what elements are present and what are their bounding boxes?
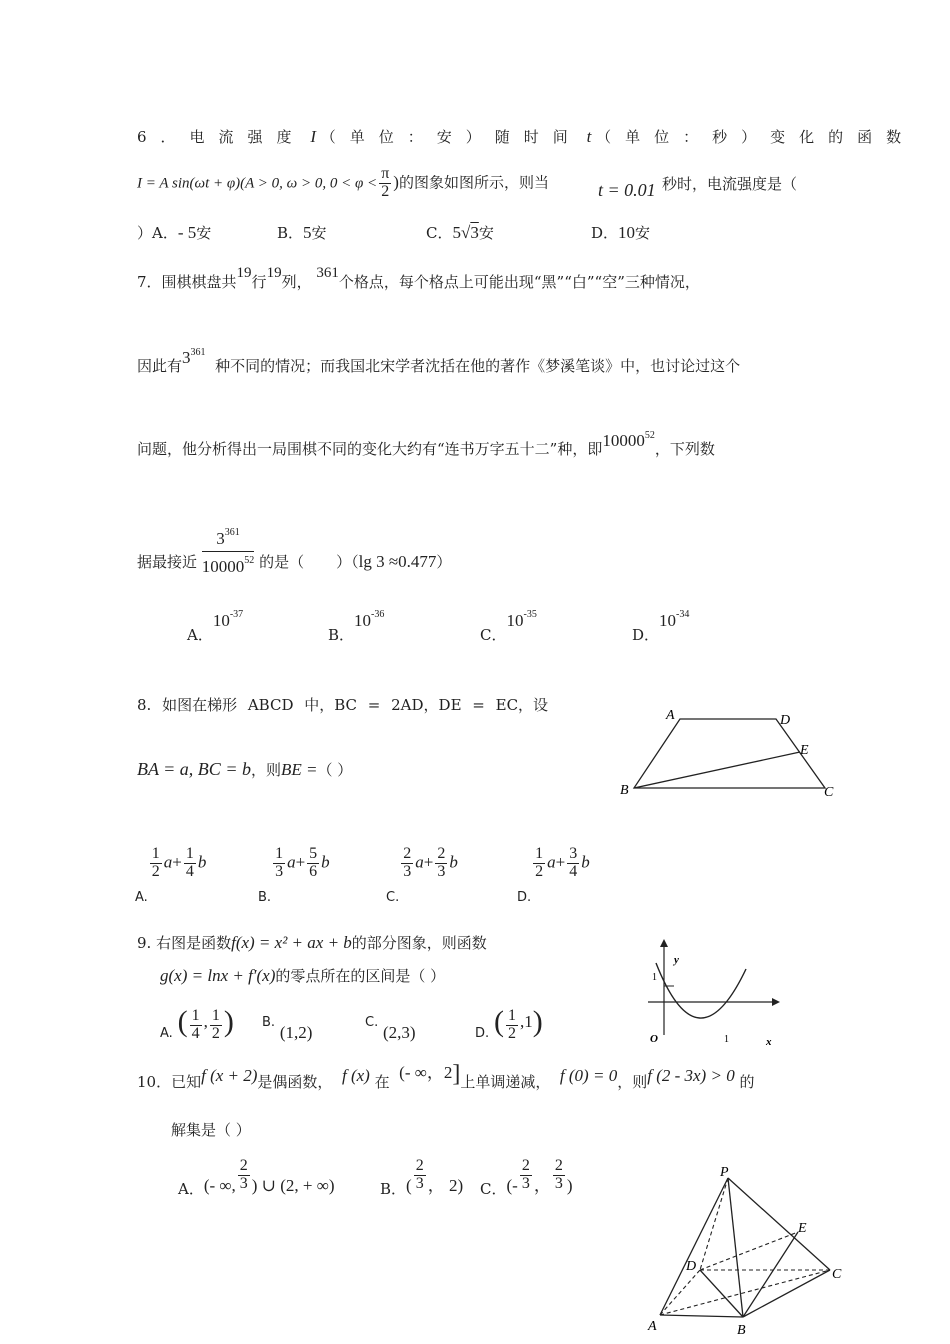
q6-unit-I: （单位：安）随时间: [320, 128, 582, 146]
q10-opt-b-frac: [414, 1158, 426, 1193]
q6-options: [137, 224, 211, 241]
q6-frac-pi: π: [381, 165, 390, 182]
q8-opt-c-plus: +: [423, 852, 434, 872]
q10-de: 的: [739, 1073, 755, 1091]
q9-x-arrow: [772, 998, 780, 1006]
q7-opt-a-base: 10: [212, 611, 230, 630]
q10-label-p: P: [720, 1165, 729, 1180]
q9-opt-a-n2: 1: [211, 1006, 220, 1024]
q10-dec: 上单调递减，: [460, 1073, 551, 1091]
q7-opt-b-label: B．: [328, 626, 355, 644]
q7-ratio-num: [202, 527, 255, 552]
q7-opt-a-label: A．: [187, 626, 213, 644]
q9-opt-a-rparen: ): [223, 1005, 234, 1038]
q8-opt-a-frac2: [184, 846, 196, 881]
q8-opt-c-d2: 3: [437, 862, 446, 880]
q6-opt-a: - 5: [177, 223, 197, 242]
q10-opt-c: [480, 1157, 573, 1199]
q7-opt-d-label: D．: [632, 626, 660, 644]
q8-opt-d-plus: +: [555, 852, 566, 872]
q9-opt-d-label: D.: [475, 1026, 490, 1041]
q7-opt-a: [187, 609, 244, 644]
q10-opt-a-post: ) ∪ (2, + ∞): [251, 1176, 335, 1196]
q7-line2: [137, 347, 741, 375]
q10-ineq: f (2 - 3x) > 0: [647, 1066, 735, 1085]
q8-opt-a-d2: 4: [185, 862, 194, 880]
q10-solve: 解集是（ ）: [171, 1121, 251, 1139]
q8-opt-d-var-a: a: [547, 852, 556, 872]
q9-opt-a-label: A.: [160, 1026, 173, 1041]
q7-ratio-den: [202, 552, 255, 575]
q6-frac-2: 2: [381, 182, 390, 200]
q8-segment-be: [634, 752, 800, 788]
q9-label-o: O: [650, 1033, 658, 1045]
q10-fx: f (x): [341, 1066, 370, 1085]
q7-p3a: 问题，他分析得出一局围棋不同的变化大约有“连书万字五十二”种，即: [137, 440, 603, 458]
q9-opt-a-comma: ,: [203, 1012, 208, 1031]
q6-unit-t: （单位：秒）变化的函数: [596, 128, 916, 146]
q6-text-b: 秒时，电流强度是（: [662, 175, 798, 193]
q9-opt-c-text: (2,3): [383, 1023, 416, 1042]
q8-trapezoid: [634, 719, 825, 788]
q7-opt-c-label: C．: [480, 626, 507, 644]
q8-paren: （ ）: [317, 761, 353, 779]
q9-opt-a-frac2: [210, 1008, 222, 1043]
q10-edge-pd: [700, 1178, 728, 1270]
q6-option-c: [426, 224, 494, 241]
q7-ratio-exp52: 52: [244, 555, 255, 566]
q10-fx2: f (x + 2): [201, 1066, 258, 1085]
q7-ratio-exp361: 361: [224, 527, 240, 538]
q10-opt-a-pre: (- ∞,: [203, 1176, 236, 1196]
q7-opt-b-base: 10: [354, 611, 372, 630]
q8-then: ，则: [250, 761, 281, 779]
q7-opt-b: [328, 609, 385, 644]
q8-opt-c-var-b: b: [449, 852, 458, 872]
q9-line2b: 的零点所在的区间是（ ）: [275, 967, 446, 985]
q7-line3: [137, 430, 715, 458]
q8-opt-a-n1: 1: [151, 845, 160, 862]
q10-edge-be: [743, 1232, 798, 1317]
q10-opt-a-n: 2: [239, 1157, 248, 1174]
q10-f0: f (0) = 0: [559, 1066, 618, 1085]
q8-opt-a-var-b: b: [197, 852, 207, 872]
q10-opt-b-n: 2: [415, 1157, 424, 1174]
q10-pyramid-figure: [640, 1160, 855, 1342]
q8-label-c: C: [824, 785, 834, 800]
q10-opt-a-frac: [238, 1158, 250, 1193]
q9-opt-c-label: C.: [365, 1015, 379, 1030]
q7-opt-c-base: 10: [506, 611, 524, 630]
q8-opt-b-n2: 5: [309, 845, 318, 862]
q8-opt-a-plus: +: [172, 852, 182, 872]
q10-label-d: D: [686, 1259, 697, 1274]
q6-t-value-wrap: [598, 181, 656, 199]
q9-fx: f(x) = x² + ax + b: [231, 933, 352, 952]
q8-opt-d-d1: 2: [535, 862, 544, 880]
q6-line2: [137, 166, 549, 201]
q8-opt-c-n1: 2: [403, 845, 412, 862]
q10-opt-c-mid: ，: [533, 1176, 551, 1196]
q8-opt-a-d1: 2: [151, 862, 160, 880]
q7-p4c: ）（: [336, 553, 359, 571]
q7-n19b: 19: [266, 265, 282, 281]
q8-opt-a-var-a: a: [163, 852, 173, 872]
q7-opt-d: [632, 609, 690, 644]
q10-edge-ad: [660, 1270, 700, 1315]
q10-opt-b: [380, 1157, 464, 1199]
q8-opt-b: [258, 845, 330, 906]
q9-opt-d-comma: ,: [519, 1012, 525, 1031]
q10-label-e: E: [798, 1221, 807, 1236]
q8-opt-d-frac1: [533, 846, 545, 881]
q10-opt-a-d: 3: [239, 1174, 248, 1192]
q10-even: 是偶函数，: [257, 1073, 333, 1091]
q10-edge-de: [700, 1232, 798, 1270]
q6-b-label: B．: [277, 224, 304, 242]
q10-edge-ac: [660, 1270, 830, 1315]
q6-opt-d: 10: [618, 223, 636, 242]
q10-opt-a-label: A．: [178, 1180, 204, 1199]
q7-lie: 列，: [281, 273, 312, 291]
q8-opt-b-d2: 6: [309, 862, 318, 880]
q8-line1-wrap: [137, 698, 548, 713]
q10-opt-c-n1: 2: [521, 1157, 530, 1174]
q8-opt-d-var-b: b: [581, 852, 590, 872]
q9-opt-b-label: B.: [262, 1015, 276, 1030]
q9-line1: [137, 934, 487, 951]
q6-close: ）A．: [137, 224, 178, 242]
q6-an-d: 安: [635, 224, 651, 242]
q8-be: BE =: [280, 760, 318, 779]
q10-opt-c-label: C．: [480, 1180, 507, 1199]
q7-opt-c-exp: -35: [523, 609, 537, 620]
q7-opt-d-base: 10: [659, 611, 677, 630]
q6-pi-over-2: [379, 166, 391, 201]
q8-opt-d: [517, 845, 590, 906]
q9-opt-a-frac1: [190, 1008, 202, 1043]
q10-opt-b-d: 3: [415, 1174, 424, 1192]
q9-label-y: y: [674, 954, 679, 966]
q7-opt-c: [480, 609, 537, 644]
q10-edge-db: [700, 1270, 743, 1317]
q10-zai: 在: [374, 1073, 390, 1091]
q6-opt-c-root: 3: [470, 223, 479, 242]
q9-line1a: 9. 右图是函数: [137, 934, 232, 952]
q7-lg: lg 3 ≈0.477: [358, 552, 437, 571]
q8-opt-b-frac1: [273, 846, 285, 881]
q8-opt-a-n2: 1: [185, 845, 194, 862]
q6-c-label: C．: [426, 224, 453, 242]
q8-line1: 8. 如图在梯形 ABCD 中，BC = 2AD，DE = EC，设: [137, 696, 549, 714]
q10-opt-c-frac2: [553, 1158, 565, 1193]
q9-gx: g(x) = lnx + f′(x): [160, 966, 276, 985]
q6-sqrt-sign: √: [460, 223, 471, 242]
q10-edge-bc: [743, 1270, 830, 1317]
q8-label-b: B: [620, 783, 629, 798]
q9-opt-a-d1: 4: [191, 1024, 200, 1042]
q7-ratio-base3: 3: [216, 529, 225, 548]
q10-opt-b-post: ， 2): [427, 1176, 464, 1196]
q9-parabola: [656, 963, 746, 1018]
q8-opt-b-var-b: b: [321, 852, 330, 872]
q7-ratio-base10000: 10000: [201, 557, 245, 576]
q9-opt-d-rparen: ): [532, 1005, 543, 1038]
q10-label-a: A: [648, 1319, 657, 1334]
q8-opt-c: [386, 845, 458, 906]
q8-label-d: D: [780, 713, 791, 728]
q10-opt-c-d2: 3: [554, 1174, 563, 1192]
q7-base3: 3: [182, 348, 191, 367]
q7-n19a: 19: [236, 265, 252, 281]
q9-opt-b-text: (1,2): [279, 1023, 313, 1042]
q10-label-b: B: [737, 1323, 746, 1338]
q7-exp52: 52: [644, 430, 655, 441]
q9-line1b: 的部分图象，则函数: [351, 934, 487, 952]
q8-label-a: A: [666, 708, 675, 723]
q8-setup: BA = a, BC = b: [137, 759, 251, 779]
q9-opt-d-d1: 2: [507, 1024, 516, 1042]
q8-trapezoid-figure: [610, 700, 850, 805]
q7-exp361: 361: [190, 347, 206, 358]
q9-opt-d-n1: 1: [507, 1006, 516, 1024]
q7-p2b: 种不同的情况；而我国北宋学者沈括在他的著作《梦溪笔谈》中，也讨论过这个: [215, 357, 741, 375]
q7-opt-d-exp: -34: [676, 609, 690, 620]
q8-opt-c-frac2: [435, 846, 447, 881]
q10-opt-a: [178, 1157, 335, 1199]
q6-title: 6．电流强度: [137, 128, 306, 146]
q9-opt-a: [160, 1003, 234, 1040]
q7-p4d: ）: [436, 553, 452, 571]
q7-opt-a-exp: -37: [229, 609, 244, 620]
q6-d-label: D．: [591, 224, 619, 242]
q9-line2: [160, 967, 445, 984]
q10-line1: [137, 1061, 755, 1092]
q8-opt-c-d1: 3: [403, 862, 412, 880]
q7-hang: 行: [251, 273, 267, 291]
q6-var-t: t: [586, 127, 592, 146]
q6-text-a: 的图象如图所示，则当: [398, 173, 549, 192]
q8-opt-c-n2: 2: [437, 845, 446, 862]
q10-opt-b-label: B．: [380, 1180, 407, 1199]
q8-opt-a: [135, 845, 207, 906]
q6-option-b: [277, 224, 327, 241]
q8-opt-c-frac1: [401, 846, 413, 881]
q8-opt-b-label: B.: [258, 890, 272, 906]
q8-opt-d-n2: 3: [569, 845, 578, 862]
q10-interval-bracket: ]: [452, 1061, 461, 1087]
q9-opt-c: [365, 1012, 416, 1042]
q8-opt-b-frac2: [307, 846, 319, 881]
q8-label-e: E: [800, 743, 809, 758]
q10-opt-c-d1: 3: [521, 1174, 530, 1192]
q8-opt-d-d2: 4: [569, 862, 578, 880]
q8-opt-c-var-a: a: [415, 852, 424, 872]
q7-line4: [137, 527, 452, 576]
q6-formula: I = A sin(ωt + φ)(A > 0, ω > 0, 0 < φ <: [137, 175, 378, 192]
q8-opt-d-label: D.: [517, 890, 532, 906]
q8-opt-b-var-a: a: [287, 852, 296, 872]
q9-opt-a-lparen: (: [177, 1005, 188, 1038]
q7-p4b: 的是（: [259, 553, 305, 571]
q10-opt-c-post: ): [566, 1176, 573, 1196]
q9-y-arrow: [660, 939, 668, 947]
q9-opt-a-d2: 2: [211, 1024, 220, 1042]
q7-base10000: 10000: [602, 431, 645, 450]
q8-opt-d-frac2: [567, 846, 579, 881]
q6-text-b-wrap: [662, 177, 797, 192]
q10-edge-pc: [728, 1178, 830, 1270]
q8-line2: [137, 760, 352, 778]
q6-option-d: [591, 224, 650, 241]
q7-p1b: 个格点，每个格点上可能出现“黑”“白”“空”三种情况，: [338, 273, 700, 291]
q6-an-c: 安: [478, 224, 494, 242]
q6-an-b: 安: [311, 224, 327, 242]
q9-opt-d-frac: [506, 1008, 518, 1043]
q6-an-a: 安: [196, 224, 212, 242]
q10-edge-pa: [660, 1178, 728, 1315]
q10-opt-c-n2: 2: [554, 1157, 563, 1174]
q9-opt-d-lparen: (: [493, 1005, 504, 1038]
q7-opt-b-exp: -36: [371, 609, 385, 620]
q10-solve-wrap: [171, 1123, 251, 1138]
q10-opt-b-pre: (: [406, 1176, 412, 1196]
q8-opt-b-d1: 3: [275, 862, 284, 880]
q9-parabola-graph: [640, 935, 780, 1047]
q8-opt-a-frac1: [150, 846, 162, 881]
q7-p1a: 7．围棋棋盘共: [137, 273, 237, 291]
q7-p3b: ，下列数: [654, 440, 715, 458]
q9-label-one-y: 1: [652, 972, 657, 983]
q7-p2a: 因此有: [137, 357, 183, 375]
q8-opt-a-label: A.: [135, 890, 148, 906]
q6-opt-b: 5: [303, 223, 312, 242]
q9-opt-b: [262, 1012, 313, 1042]
q8-opt-b-plus: +: [295, 852, 306, 872]
q8-opt-c-label: C.: [386, 890, 400, 906]
q9-opt-a-n1: 1: [191, 1006, 200, 1024]
q8-opt-d-n1: 1: [535, 845, 544, 862]
q7-ratio-fraction: [201, 527, 255, 576]
q6-t-value: t = 0.01: [598, 180, 656, 200]
q10-opt-c-frac1: [520, 1158, 532, 1193]
q10-edge-ab: [660, 1315, 743, 1317]
q10-then: ，则: [617, 1073, 648, 1091]
q8-opt-b-n1: 1: [275, 845, 284, 862]
q6-formula-end: ): [393, 172, 399, 192]
q9-label-one-x: 1: [724, 1034, 729, 1045]
q7-n361: 361: [316, 265, 339, 281]
q10-opt-c-pre: (-: [506, 1176, 518, 1196]
q9-opt-d: [475, 1003, 543, 1040]
q6-var-I: I: [310, 127, 316, 146]
q6-line1: [137, 128, 915, 145]
q7-line1: [137, 265, 700, 291]
q10-interval: (- ∞，2: [399, 1063, 453, 1082]
q6-opt-c-coef: 5: [452, 223, 461, 242]
q10-lead: 10．已知: [137, 1073, 202, 1091]
q9-opt-d-1: 1: [524, 1012, 533, 1031]
q10-label-c: C: [832, 1267, 842, 1282]
q7-p4a: 据最接近: [137, 553, 198, 571]
q9-label-x: x: [766, 1036, 772, 1047]
